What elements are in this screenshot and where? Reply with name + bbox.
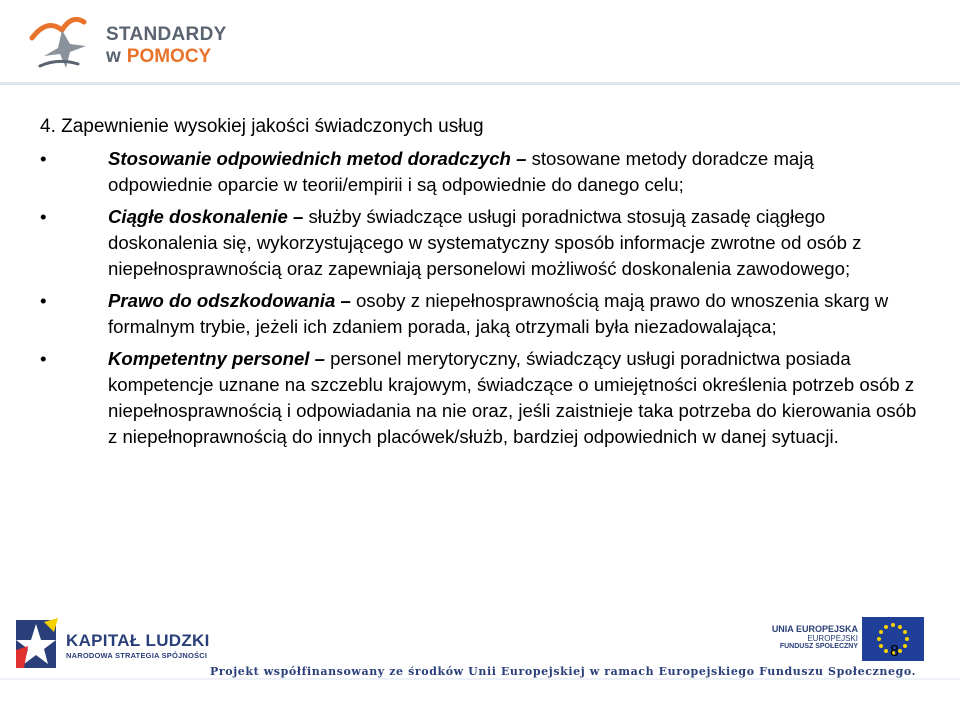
ue-line2: EUROPEJSKI — [807, 634, 858, 643]
bullet-icon: • — [40, 348, 47, 369]
item-text: personel merytoryczny, świadczący usługi poradnictwa posiada kompetencje uznane na szczeblu krajowym, świadczące o umiejętności określenia potrzeb osób z niepełnosprawnością i odpowiadania na nie oraz, jeśli zaistnieje taka potrzeba do kierowania osób z niepełnoprawnością do innych placówek/służb, bardziej odpowiednich w danej sytuacji. — [108, 348, 917, 447]
standardy-logo — [22, 8, 252, 74]
kl-subtitle: NARODOWA STRATEGIA SPÓJNOŚCI — [66, 651, 208, 660]
item-text: osoby z niepełnosprawnością mają prawo do wnoszenia skarg w formalnym trybie, jeżeli ich zdaniem porada, jaką otrzymali była niezadowalająca; — [108, 290, 889, 337]
bullet-icon: • — [40, 290, 47, 311]
logo-w: w — [106, 46, 121, 67]
slide-heading: 4. Zapewnienie wysokiej jakości świadczonych usług — [40, 116, 484, 137]
funding-note: Projekt współfinansowany ze środków Unii Europejskiej w ramach Europejskiego Funduszu Społecznego. — [210, 665, 917, 678]
ue-label — [760, 624, 858, 650]
logo-name-line1: STANDARDY — [106, 24, 227, 45]
bullet-icon: • — [40, 148, 47, 169]
item-term: Stosowanie odpowiednich metod doradczych – — [108, 148, 527, 169]
footer — [0, 592, 960, 703]
item-term: Ciągłe doskonalenie – — [108, 206, 304, 227]
kl-title: KAPITAŁ LUDZKI — [66, 631, 210, 650]
list-item — [40, 346, 920, 450]
footer-band — [0, 678, 960, 680]
list-item — [40, 146, 920, 198]
logo-pomocy: POMOCY — [126, 46, 212, 67]
item-text: służby świadczące usługi poradnictwa stosują zasadę ciągłego doskonalenia się, wykorzystującego w systematyczny sposób informacje zwrotne od osób z niepełnosprawnością oraz zapewniają personelowi możliwość doskonalenia zawodowego; — [108, 206, 862, 279]
item-term: Prawo do odszkodowania – — [108, 290, 351, 311]
list-item — [40, 288, 920, 340]
ue-line1: UNIA EUROPEJSKA — [771, 624, 858, 634]
page-number: 8 — [890, 643, 899, 660]
bullet-icon: • — [40, 206, 47, 227]
header-divider — [0, 82, 960, 85]
item-term: Kompetentny personel – — [108, 348, 325, 369]
logo-name-line2 — [106, 46, 211, 68]
star-swoosh-icon — [22, 8, 102, 74]
bullet-list — [40, 146, 920, 456]
item-text: stosowane metody doradcze mają odpowiednie oparcie w teorii/empirii i są odpowiednie do danego celu; — [108, 148, 814, 195]
ue-line3: FUNDUSZ SPOŁECZNY — [779, 643, 858, 650]
list-item — [40, 204, 920, 282]
kapital-ludzki-star-icon — [14, 614, 62, 674]
